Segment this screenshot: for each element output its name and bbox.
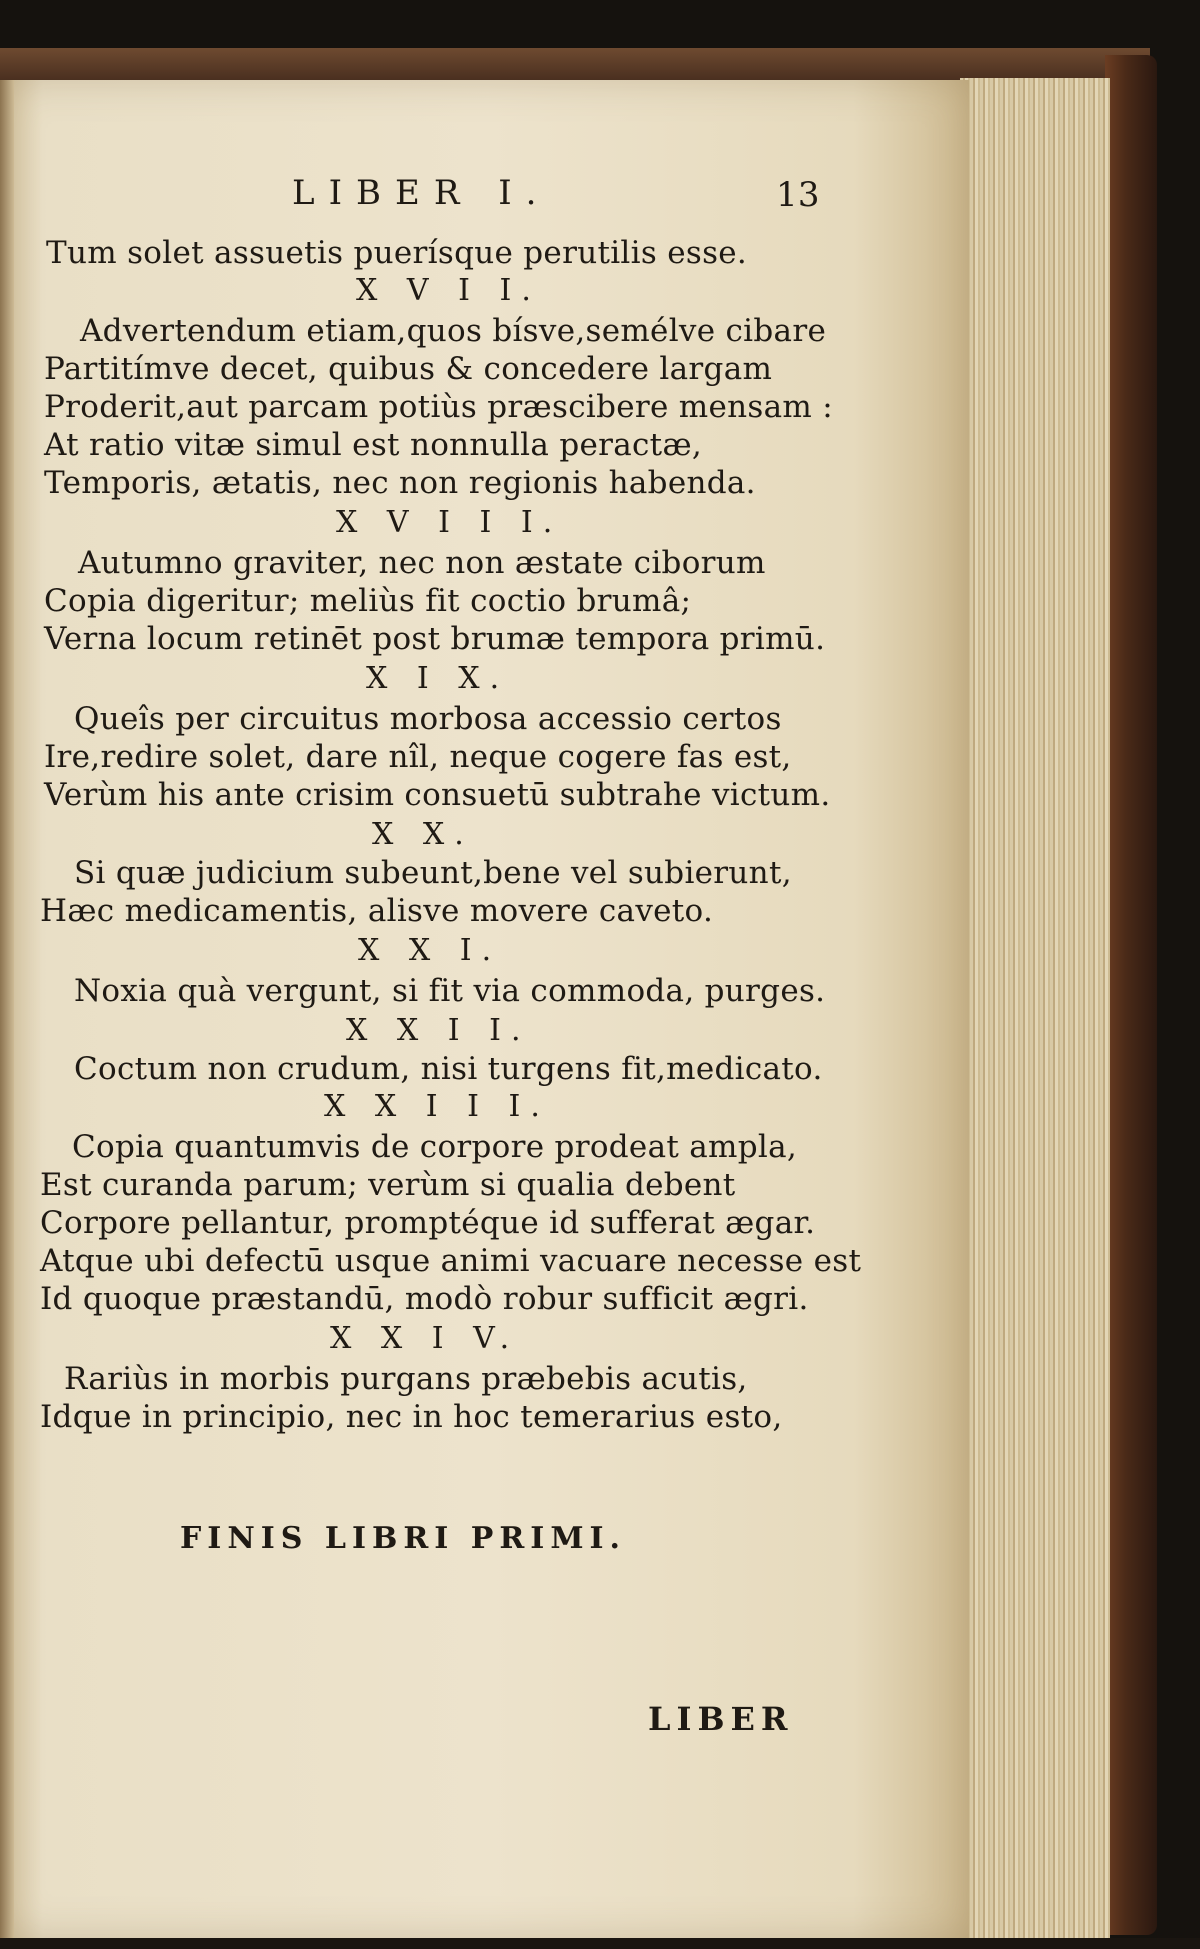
verse-line: Partitímve decet, quibus & concedere largam xyxy=(44,351,773,387)
finis-line: FINIS LIBRI PRIMI. xyxy=(180,1521,626,1556)
verse-line: Verùm his ante crisim consuetū subtrahe victum. xyxy=(44,777,831,813)
verse-line: Noxia quà vergunt, si fit via commoda, purges. xyxy=(74,973,826,1009)
verse-line: Tum solet assuetis puerísque perutilis esse. xyxy=(46,235,748,271)
verse-line: Idque in principio, nec in hoc temerarius esto, xyxy=(40,1399,783,1435)
verse-line: Id quoque præstandū, modò robur sufficit ægri. xyxy=(40,1281,809,1317)
verse-line: Proderit,aut parcam potiùs præscibere mensam : xyxy=(44,389,833,425)
cover-edge xyxy=(1105,55,1157,1935)
verse-line: Queîs per circuitus morbosa accessio certos xyxy=(74,701,782,737)
verse-line: Rariùs in morbis purgans præbebis acutis, xyxy=(64,1361,748,1397)
gutter-shadow xyxy=(0,80,14,1938)
verse-line: Copia digeritur; meliùs fit coctio brumâ; xyxy=(44,583,692,619)
verse-line: Ire,redire solet, dare nîl, neque cogere fas est, xyxy=(44,739,792,775)
catchword: LIBER xyxy=(648,1700,794,1738)
section-numeral: X X I. xyxy=(358,933,502,968)
verse-line: Est curanda parum; verùm si qualia debent xyxy=(40,1167,736,1203)
page-number: 13 xyxy=(776,175,820,215)
running-head: LIBER I. xyxy=(292,173,551,213)
section-numeral: X V I I I. xyxy=(336,505,563,540)
verse-line: Temporis, ætatis, nec non regionis habenda. xyxy=(44,465,756,501)
verse-line: Corpore pellantur, promptéque id sufferat ægar. xyxy=(40,1205,816,1241)
verse-line: Copia quantumvis de corpore prodeat ampla, xyxy=(72,1129,798,1165)
verse-line: At ratio vitæ simul est nonnulla peractæ, xyxy=(44,427,703,463)
section-numeral: X V I I. xyxy=(356,273,541,308)
section-numeral: X I X. xyxy=(366,661,510,696)
verse-line: Autumno graviter, nec non æstate ciborum xyxy=(78,545,766,581)
verse-line: Coctum non crudum, nisi turgens fit,medicato. xyxy=(74,1051,823,1087)
verse-line: Hæc medicamentis, alisve movere caveto. xyxy=(40,893,714,929)
verse-line: Advertendum etiam,quos bísve,semélve cibare xyxy=(80,313,827,349)
page-edges xyxy=(960,78,1110,1938)
bottom-edge xyxy=(0,1938,1200,1949)
verse-line: Verna locum retinēt post brumæ tempora primū. xyxy=(44,621,826,657)
verse-line: Atque ubi defectū usque animi vacuare necesse est xyxy=(40,1243,862,1279)
section-numeral: X X I V. xyxy=(330,1321,520,1356)
section-numeral: X X. xyxy=(372,817,474,852)
section-numeral: X X I I. xyxy=(346,1013,531,1048)
section-numeral: X X I I I. xyxy=(324,1089,550,1124)
verse-line: Si quæ judicium subeunt,bene vel subierunt, xyxy=(74,855,792,891)
